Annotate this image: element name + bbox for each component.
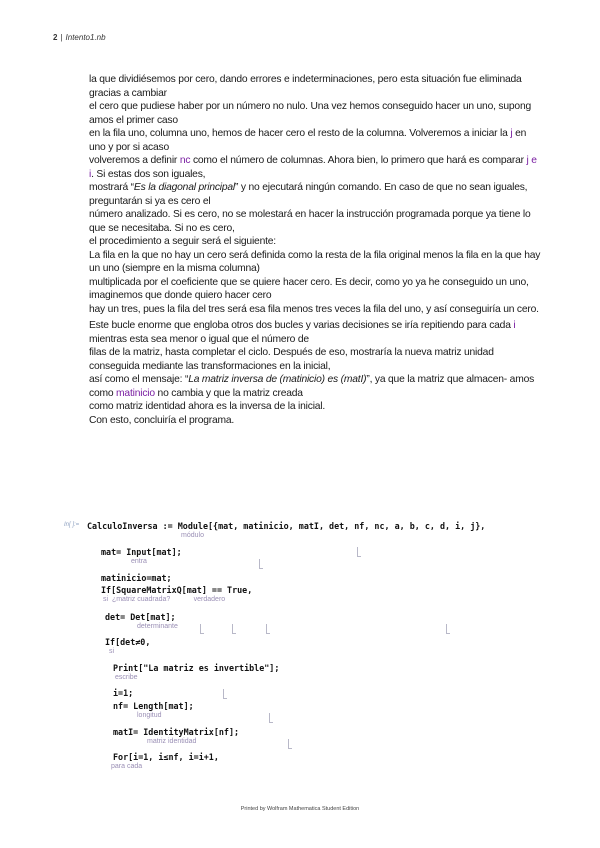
text-run: multiplicada por el coeficiente que se quiere hacer cero. Es decir, como yo ya he conseguido un uno, imaginemos que donde quiero hacer cero [89,276,529,301]
highlighted-symbol: j [510,128,513,139]
code-line[interactable]: Print["La matriz es invertible"]; [113,663,280,673]
bracket-mark [269,713,273,723]
italic-message: La matriz inversa de (matinicio) es (matI) [188,374,367,385]
function-hint: para cada [111,763,143,770]
text-run: así como el mensaje: “ [89,374,189,385]
code-line[interactable]: mat= Input[mat]; [101,547,182,557]
function-hint: escribe [115,674,138,681]
bracket-mark [259,559,263,569]
text-run: . Si estas dos son iguales, [91,168,206,180]
bracket-mark [446,624,450,634]
bracket-mark [232,624,236,634]
highlighted-symbol: matinicio [116,387,155,399]
text-run: La fila en la que no hay un cero será definida como la resta de la fila original menos la fila en la que hay un uno (siempre en la misma columna) [89,249,541,274]
bracket-mark [200,624,204,634]
function-hint: determinante [137,623,178,630]
bracket-mark [288,739,292,749]
text-run: volveremos a definir [89,155,180,166]
function-hint: longitud [137,712,162,719]
code-line[interactable]: CalculoInversa := Module[{mat, matinicio, matI, det, nf, nc, a, b, c, d, i, j}, [87,521,486,531]
text-run: hay un tres, pues la fila del tres será esa fila menos tres veces la fila del uno, y así conseguiría un cero. [89,303,539,315]
bracket-mark [266,624,270,634]
highlighted-symbol: nc [179,155,191,166]
code-line[interactable]: If[det≠0, [105,637,151,647]
header-separator: | [60,33,63,42]
bracket-mark [223,689,227,699]
text-run: ”, ya que la matriz que almacen- amos como [89,374,535,399]
text-run: mostrará “ [89,182,134,193]
code-line[interactable]: nf= Length[mat]; [113,701,194,711]
function-hint: matriz identidad [147,738,197,745]
code-line[interactable]: If[SquareMatrixQ[mat] == True, [101,585,253,595]
italic-message: Es la diagonal principal [133,182,236,193]
text-run: el procedimiento a seguir será el siguiente: [89,236,276,247]
code-line[interactable]: i=1; [113,688,134,698]
text-run: la que dividiésemos por cero, dando errores e indeterminaciones, pero esta situación fue eliminada gracias a cambiar [89,74,522,99]
text-run: el cero que pudiese haber por un número no nulo. Una vez hemos conseguido hacer un uno, supong amos el primer caso [89,101,532,126]
page-number: 2 [53,33,58,42]
code-line[interactable]: matI= IdentityMatrix[nf]; [113,727,240,737]
text-run: en uno y por si acaso [89,128,527,153]
function-hint: si [109,648,115,655]
text-run: como el número de columnas. Ahora bien, lo primero que hará es comparar [190,155,527,166]
bracket-mark [357,547,361,557]
notebook-name: Intento1.nb [65,33,106,42]
input-label: In[ ]:= [64,522,80,528]
code-line[interactable]: det= Det[mat]; [105,612,176,622]
code-line[interactable]: For[i=1, i≤nf, i=i+1, [113,752,219,762]
text-run: mientras esta sea menor o igual que el número de [89,333,309,345]
function-hint: entra [131,558,147,565]
text-run: no cambia y que la matriz creada [154,387,303,399]
text-run: en la fila uno, columna uno, hemos de hacer cero el resto de la columna. Volveremos a iniciar la [89,128,511,139]
text-run: número analizado. Si es cero, no se molestará en hacer la instrucción programada porque ya tiene lo que se necesitaba. Si no es cero, [89,209,531,234]
text-run: Este bucle enorme que engloba otros dos bucles y varias decisiones se iría repitiendo para cada [89,320,514,331]
function-hint: si ¿matriz cuadrada? verdadero [103,596,226,603]
print-footer: Printed by Wolfram Mathematica Student Edition [240,806,360,812]
text-run: ” y no ejecutará ningún comando. En caso de que no sean iguales, preguntarán si ya es cero el [89,182,528,207]
text-run: filas de la matriz, hasta completar el ciclo. Después de eso, mostraría la nueva matriz unidad conseguida mediante las transformaciones en la inicial, [89,347,494,372]
highlighted-symbol: i [513,320,516,331]
code-line[interactable]: matinicio=mat; [101,573,172,583]
text-run: Con esto, concluiría el programa. [89,414,235,426]
highlighted-symbol: j e i [89,155,537,180]
function-hint: módulo [181,532,204,539]
text-run: como matriz identidad ahora es la inversa de la inicial. [89,401,326,412]
